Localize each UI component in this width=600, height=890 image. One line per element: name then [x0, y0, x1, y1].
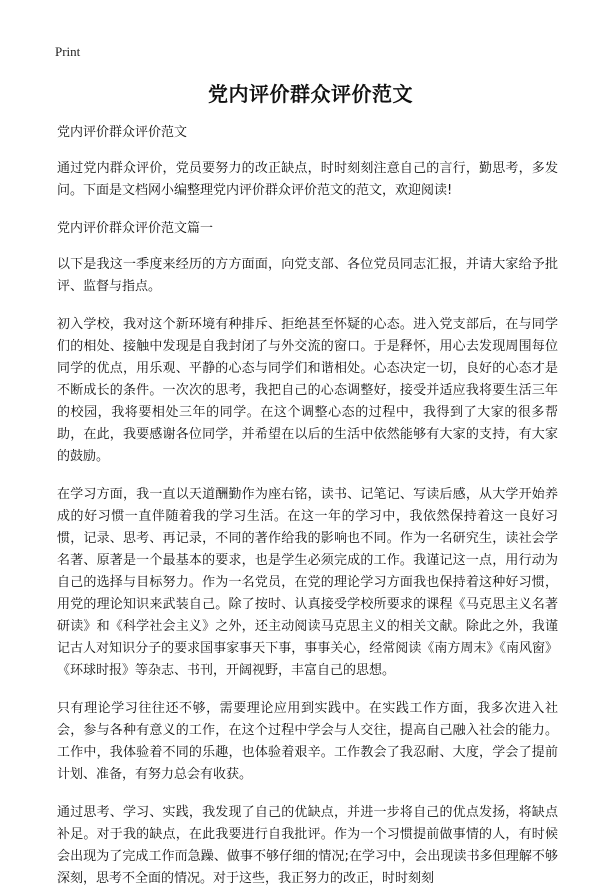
document-title: 党内评价群众评价范文 [208, 82, 413, 106]
body-paragraph-2: 初入学校，我对这个新环境有种排斥、拒绝甚至怀疑的心态。进入党支部后，在与同学们的相处、接触中发现是自我封闭了与外交流的窗口。于是释怀，用心去发现周围每位同学的优点，用乐观、平静的心态与同学们和谐相处。心态决定一切，良好的心态才是不断成长的条件。一次次的思考，我把自己的心态调整好，接受并适应我将要生活三年的校园，我将要相处三年的同学。在这个调整心态的过程中，我得到了大家的很多帮助，在此，我要感谢各位同学，并希望在以后的生活中依然能够有大家的支持，有大家的鼓励。 [57, 317, 558, 464]
intro-paragraph: 通过党内群众评价，党员要努力的改正缺点，时时刻刻注意自己的言行，勤思考，多发问。下面是文档网小编整理党内评价群众评价范文的范文，欢迎阅读! [57, 161, 558, 198]
body-paragraph-3: 在学习方面，我一直以天道酬勤作为座右铭，读书、记笔记、写读后感，从大学开始养成的好习惯一直伴随着我的学习生活。在这一年的学习中，我依然保持着这一良好习惯，记录、思考、再记录，不同的著作给我的影响也不同。作为一名研究生，读社会学名著、原著是一个最基本的要求，也是学生必须完成的工作。我谨记这一点，用行动为自己的选择与目标努力。作为一名党员，在党的理论学习方面我也保持着这种好习惯，用党的理论知识来武装自己。除了按时、认真接受学校所要求的课程《马克思主义名著研读》和《科学社会主义》之外，还主动阅读马克思主义的相关文献。除此之外，我谨记古人对知识分子的要求国事家事天下事，事事关心，经常阅读《南方周末》《南风窗》《环球时报》等杂志、书刊，开阔视野，丰富自己的思想。 [57, 487, 558, 678]
body-paragraph-5: 通过思考、学习、实践，我发现了自己的优缺点，并进一步将自己的优点发扬，将缺点补足。对于我的缺点，在此我要进行自我批评。作为一个习惯提前做事情的人，有时候会出现为了完成工作而急躁、做事不够仔细的情况;在学习中，会出现读书多但理解不够深刻，思考不全面的情况。对于这些，我正努力的改正，时时刻刻 [57, 805, 558, 886]
document-subtitle: 党内评价群众评价范文 [57, 125, 188, 140]
print-link[interactable]: Print [55, 44, 81, 59]
body-paragraph-4: 只有理论学习往往还不够，需要理论应用到实践中。在实践工作方面，我多次进入社会，参与各种有意义的工作，在这个过程中学会与人交往，提高自己融入社会的能力。工作中，我体验着不同的乐趣，也体验着艰辛。工作教会了我忍耐、大度，学会了提前计划、准备，有努力总会有收获。 [57, 701, 558, 782]
section-heading: 党内评价群众评价范文篇一 [57, 221, 214, 236]
body-paragraph-1: 以下是我这一季度来经历的方方面面，向党支部、各位党员同志汇报，并请大家给予批评、监督与指点。 [57, 257, 558, 294]
